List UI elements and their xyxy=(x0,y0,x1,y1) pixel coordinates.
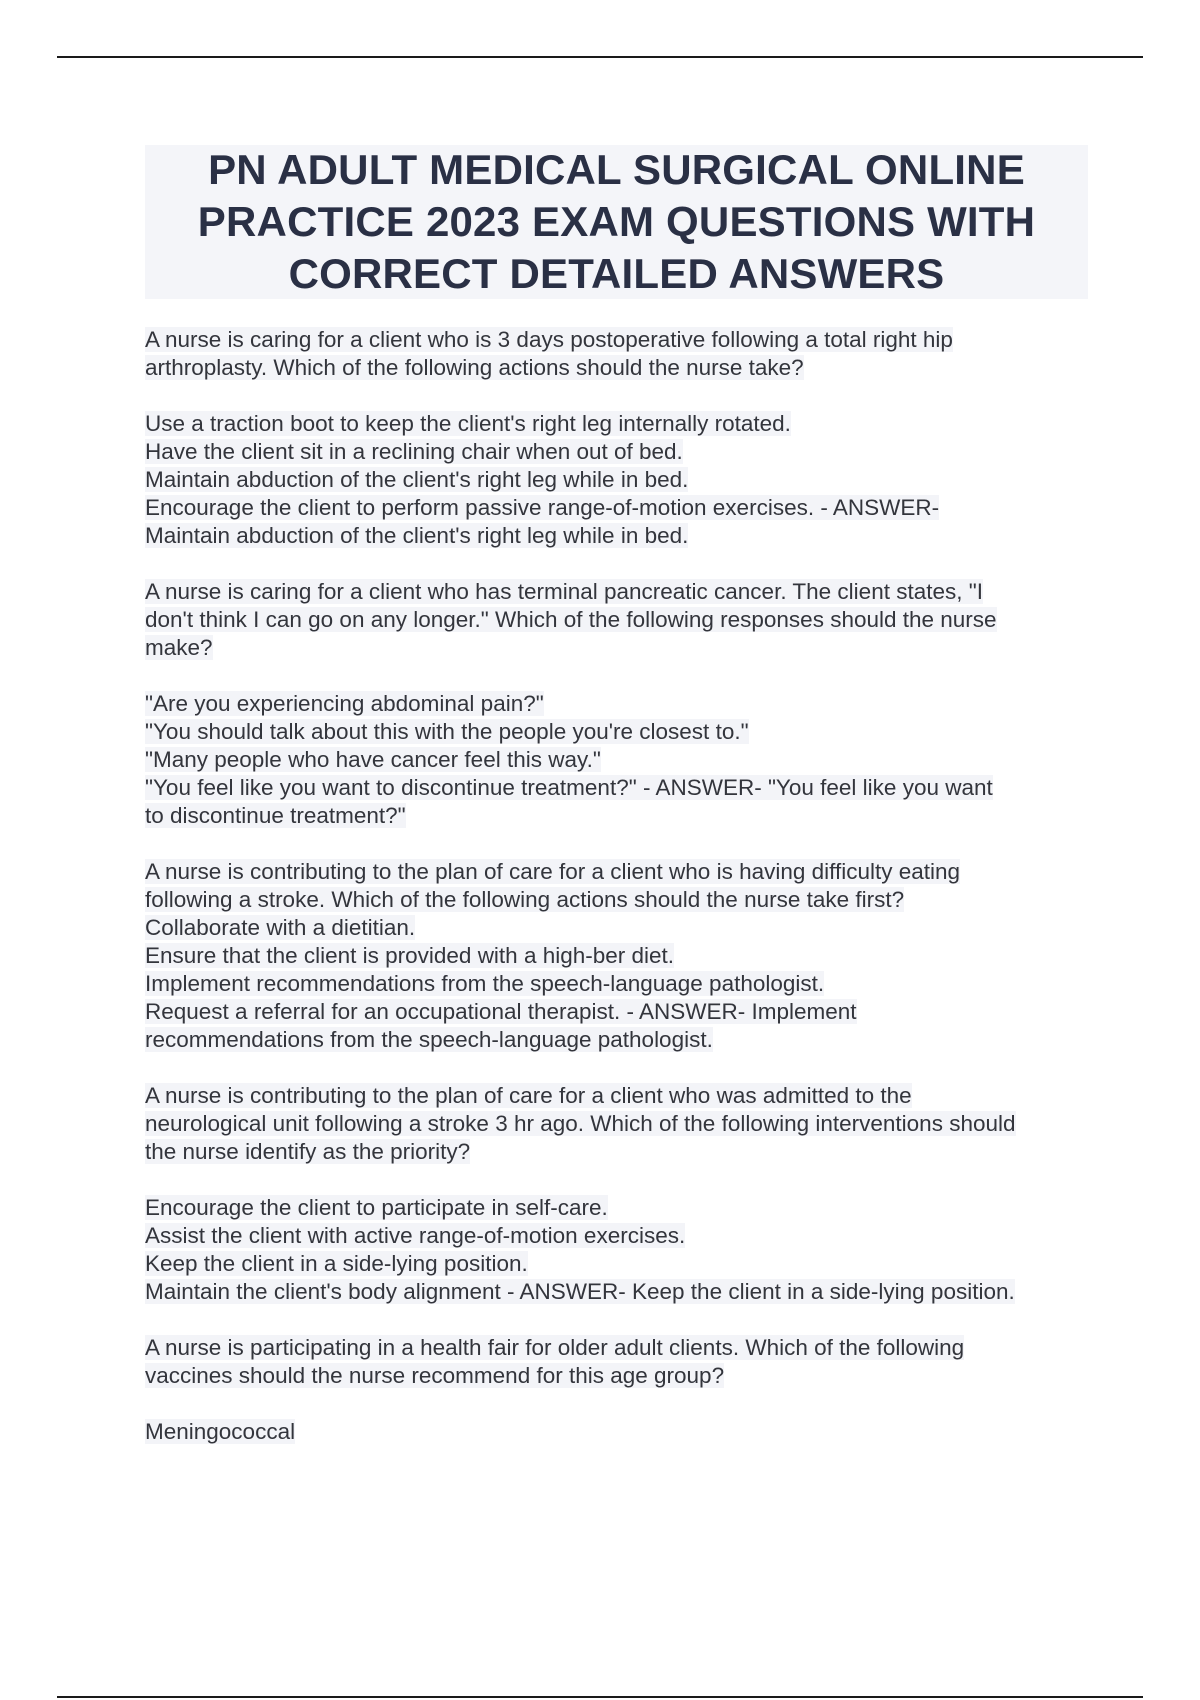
title-line: PRACTICE 2023 EXAM QUESTIONS WITH xyxy=(197,198,1036,245)
question-options xyxy=(145,1194,1095,1306)
answer-line: recommendations from the speech-language pathologist. xyxy=(145,1027,713,1052)
question-stem xyxy=(145,578,1095,662)
option-line: Maintain abduction of the client's right leg while in bed. xyxy=(145,467,689,492)
stem-line: A nurse is contributing to the plan of care for a client who was admitted to the xyxy=(145,1083,912,1108)
option-line: "Are you experiencing abdominal pain?" xyxy=(145,691,544,716)
option-line: Assist the client with active range-of-motion exercises. xyxy=(145,1223,686,1248)
stem-line: vaccines should the nurse recommend for this age group? xyxy=(145,1363,725,1388)
stem-line: arthroplasty. Which of the following actions should the nurse take? xyxy=(145,355,804,380)
bottom-rule xyxy=(57,1696,1143,1698)
top-rule xyxy=(57,56,1143,58)
question-stem xyxy=(145,326,1095,382)
stem-line: neurological unit following a stroke 3 hr ago. Which of the following interventions should xyxy=(145,1111,1016,1136)
stem-line: A nurse is participating in a health fair for older adult clients. Which of the following xyxy=(145,1335,965,1360)
question-block xyxy=(145,858,1095,1054)
stem-line: the nurse identify as the priority? xyxy=(145,1139,471,1164)
title-line: CORRECT DETAILED ANSWERS xyxy=(288,250,945,297)
question-options xyxy=(145,410,1095,550)
spacer xyxy=(145,1166,1095,1194)
answer-line: Maintain abduction of the client's right leg while in bed. xyxy=(145,523,689,548)
option-line: "You feel like you want to discontinue treatment?" - ANSWER- "You feel like you want xyxy=(145,775,993,800)
stem-line: following a stroke. Which of the following actions should the nurse take first? xyxy=(145,887,905,912)
option-line: Collaborate with a dietitian. xyxy=(145,915,416,940)
option-line: Ensure that the client is provided with a high-ber diet. xyxy=(145,943,675,968)
stem-line: don't think I can go on any longer." Which of the following responses should the nurse xyxy=(145,607,997,632)
option-line: Implement recommendations from the speech-language pathologist. xyxy=(145,971,825,996)
stem-line: A nurse is contributing to the plan of care for a client who is having difficulty eating xyxy=(145,859,961,884)
question-options xyxy=(145,690,1095,830)
question-block xyxy=(145,1334,1095,1446)
document-title xyxy=(198,144,1035,300)
stem-line: A nurse is caring for a client who has terminal pancreatic cancer. The client states, "I xyxy=(145,579,983,604)
title-block xyxy=(145,145,1088,299)
question-block xyxy=(145,1082,1095,1306)
option-line: Request a referral for an occupational therapist. - ANSWER- Implement xyxy=(145,999,857,1024)
question-options xyxy=(145,1418,1095,1446)
question-list xyxy=(145,326,1095,1474)
question-block xyxy=(145,578,1095,830)
stem-line: make? xyxy=(145,635,213,660)
option-line: Encourage the client to perform passive range-of-motion exercises. - ANSWER- xyxy=(145,495,940,520)
answer-line: to discontinue treatment?" xyxy=(145,803,406,828)
title-line: PN ADULT MEDICAL SURGICAL ONLINE xyxy=(208,146,1025,193)
question-stem xyxy=(145,858,1095,914)
question-stem xyxy=(145,1334,1095,1390)
option-line: Use a traction boot to keep the client's right leg internally rotated. xyxy=(145,411,791,436)
option-line: "You should talk about this with the people you're closest to." xyxy=(145,719,749,744)
option-line: Meningococcal xyxy=(145,1419,296,1444)
question-stem xyxy=(145,1082,1095,1166)
answer-line: Maintain the client's body alignment - ANSWER- Keep the client in a side-lying position. xyxy=(145,1279,1015,1304)
spacer xyxy=(145,1390,1095,1418)
option-line: "Many people who have cancer feel this way." xyxy=(145,747,601,772)
option-line: Have the client sit in a reclining chair when out of bed. xyxy=(145,439,683,464)
option-line: Encourage the client to participate in self-care. xyxy=(145,1195,608,1220)
spacer xyxy=(145,382,1095,410)
question-block xyxy=(145,326,1095,550)
stem-line: A nurse is caring for a client who is 3 days postoperative following a total right hip xyxy=(145,327,953,352)
spacer xyxy=(145,662,1095,690)
option-line: Keep the client in a side-lying position. xyxy=(145,1251,528,1276)
question-options xyxy=(145,914,1095,1054)
